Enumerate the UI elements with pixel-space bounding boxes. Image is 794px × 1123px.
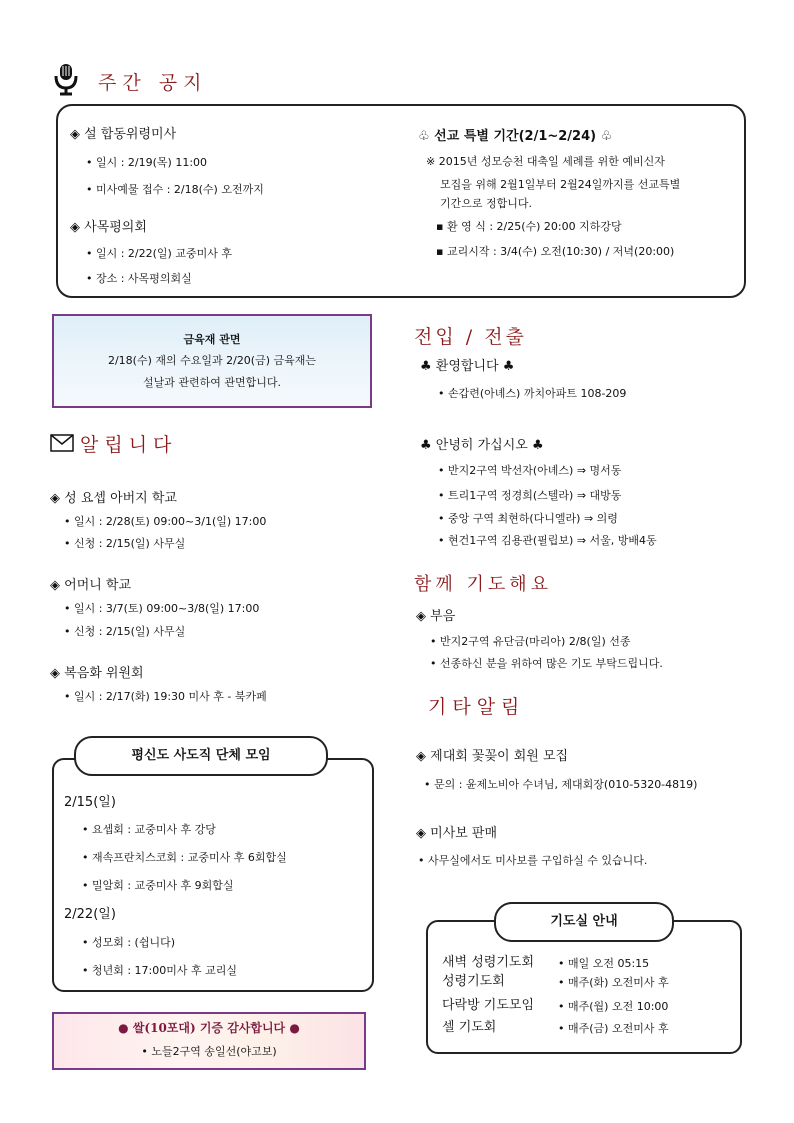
pastoral-council-item: • 장소 : 사목평의회실 (86, 272, 192, 285)
lay-groups-title: 평신도 사도직 단체 모임 (74, 736, 328, 776)
fathers-school-item: • 일시 : 2/28(토) 09:00~3/1(일) 17:00 (64, 515, 267, 528)
mission-period-title: ♧ 선교 특별 기간(2/1~2/24) ♧ (418, 129, 613, 144)
prayer-room-title: 기도실 안내 (494, 902, 674, 942)
announce-title: 알립니다 (80, 434, 178, 456)
pastoral-council-item: • 일시 : 2/22(일) 교중미사 후 (86, 247, 232, 260)
groups-item: • 밀알회 : 교중미사 후 9회합실 (82, 879, 234, 892)
prayer-room-name: 셀 기도회 (442, 1020, 497, 1035)
mission-item: ▪ 환 영 식 : 2/25(수) 20:00 지하강당 (436, 220, 622, 233)
lay-groups-box (52, 758, 374, 992)
fathers-school-item: • 신청 : 2/15(일) 사무실 (64, 537, 186, 550)
goodbye-item: • 중앙 구역 최현하(다니엘라) ⇒ 의령 (438, 512, 618, 525)
mothers-school-item: • 일시 : 3/7(토) 09:00~3/8(일) 17:00 (64, 602, 260, 615)
prayer-room-name: 성령기도회 (442, 974, 505, 989)
weekly-title: 주간 공지 (98, 72, 208, 94)
abstinence-line: 2/18(수) 재의 수요일과 2/20(금) 금육재는 (107, 354, 317, 367)
welcome-title: ♣ 환영합니다 ♣ (420, 359, 515, 374)
prayer-room-time: • 매주(화) 오전미사 후 (558, 976, 669, 989)
groups-item: • 요셉회 : 교중미사 후 강당 (82, 823, 216, 836)
altar-members-item: • 문의 : 윤제노비아 수녀님, 제대회장(010-5320-4819) (424, 778, 698, 791)
mothers-school-title: ◈ 어머니 학교 (50, 578, 132, 593)
veil-sale-title: ◈ 미사보 판매 (416, 826, 498, 841)
memorial-mass-item: • 일시 : 2/19(목) 11:00 (86, 156, 208, 169)
groups-item: • 성모회 : (쉽니다) (82, 936, 176, 949)
memorial-mass-item: • 미사예물 접수 : 2/18(수) 오전까지 (86, 183, 264, 196)
prayer-room-name: 다락방 기도모임 (442, 998, 535, 1013)
fathers-school-title: ◈ 성 요셉 아버지 학교 (50, 491, 177, 506)
prayer-room-time: • 매일 오전 05:15 (558, 957, 650, 970)
obituary-item: • 반지2구역 유단금(마리아) 2/8(일) 선종 (430, 635, 631, 648)
groups-item: • 재속프란치스코회 : 교중미사 후 6회합실 (82, 851, 287, 864)
rice-donation-line: • 노들2구역 송일선(야고보) (141, 1045, 277, 1058)
memorial-mass-title: ◈ 설 합동위령미사 (70, 127, 177, 142)
prayer-room-time: • 매주(금) 오전미사 후 (558, 1022, 669, 1035)
mission-desc-line: ※ 2015년 성모승천 대축일 세례를 위한 예비신자 (426, 155, 665, 168)
veil-sale-item: • 사무실에서도 미사보를 구입하실 수 있습니다. (418, 854, 648, 867)
prayer-title: 함께 기도해요 (414, 574, 553, 595)
goodbye-item: • 현건1구역 김용관(필립보) ⇒ 서울, 방배4동 (438, 534, 657, 547)
obituary-item: • 선종하신 분을 위하여 많은 기도 부탁드립니다. (430, 657, 663, 670)
altar-members-title: ◈ 제대회 꽃꽂이 회원 모집 (416, 749, 569, 764)
groups-item: • 청년회 : 17:00미사 후 교리실 (82, 964, 238, 977)
abstinence-line: 설날과 관련하여 관면합니다. (142, 376, 281, 389)
mothers-school-item: • 신청 : 2/15(일) 사무실 (64, 625, 186, 638)
prayer-room-name: 새벽 성령기도회 (442, 955, 535, 970)
mission-desc-line: 기간으로 정합니다. (440, 197, 533, 210)
goodbye-title: ♣ 안녕히 가십시오 ♣ (420, 438, 544, 453)
microphone-icon (52, 62, 80, 96)
mission-item: ▪ 교리시작 : 3/4(수) 오전(10:30) / 저녁(20:00) (436, 245, 675, 258)
groups-date: 2/22(일) (64, 907, 116, 922)
transfer-title: 전입 / 전출 (414, 326, 527, 348)
welcome-item: • 손갑련(아녜스) 까치아파트 108-209 (438, 387, 627, 400)
mission-desc-line: 모집을 위해 2월1일부터 2월24일까지를 선교특별 (440, 178, 681, 191)
abstinence-title: 금육재 관면 (183, 333, 241, 346)
envelope-icon (50, 434, 74, 452)
evangelization-item: • 일시 : 2/17(화) 19:30 미사 후 - 북카페 (64, 690, 267, 703)
goodbye-item: • 트리1구역 정경희(스텔라) ⇒ 대방동 (438, 489, 622, 502)
prayer-room-time: • 매주(월) 오전 10:00 (558, 1000, 669, 1013)
pastoral-council-title: ◈ 사목평의회 (70, 220, 147, 235)
groups-date: 2/15(일) (64, 795, 116, 810)
rice-donation-title: ● 쌀(10포대) 기증 감사합니다 ● (118, 1021, 300, 1035)
etc-title: 기타알림 (428, 696, 526, 718)
goodbye-item: • 반지2구역 박선자(아녜스) ⇒ 명서동 (438, 464, 622, 477)
obituary-title: ◈ 부음 (416, 609, 456, 624)
evangelization-title: ◈ 복음화 위원회 (50, 666, 144, 681)
